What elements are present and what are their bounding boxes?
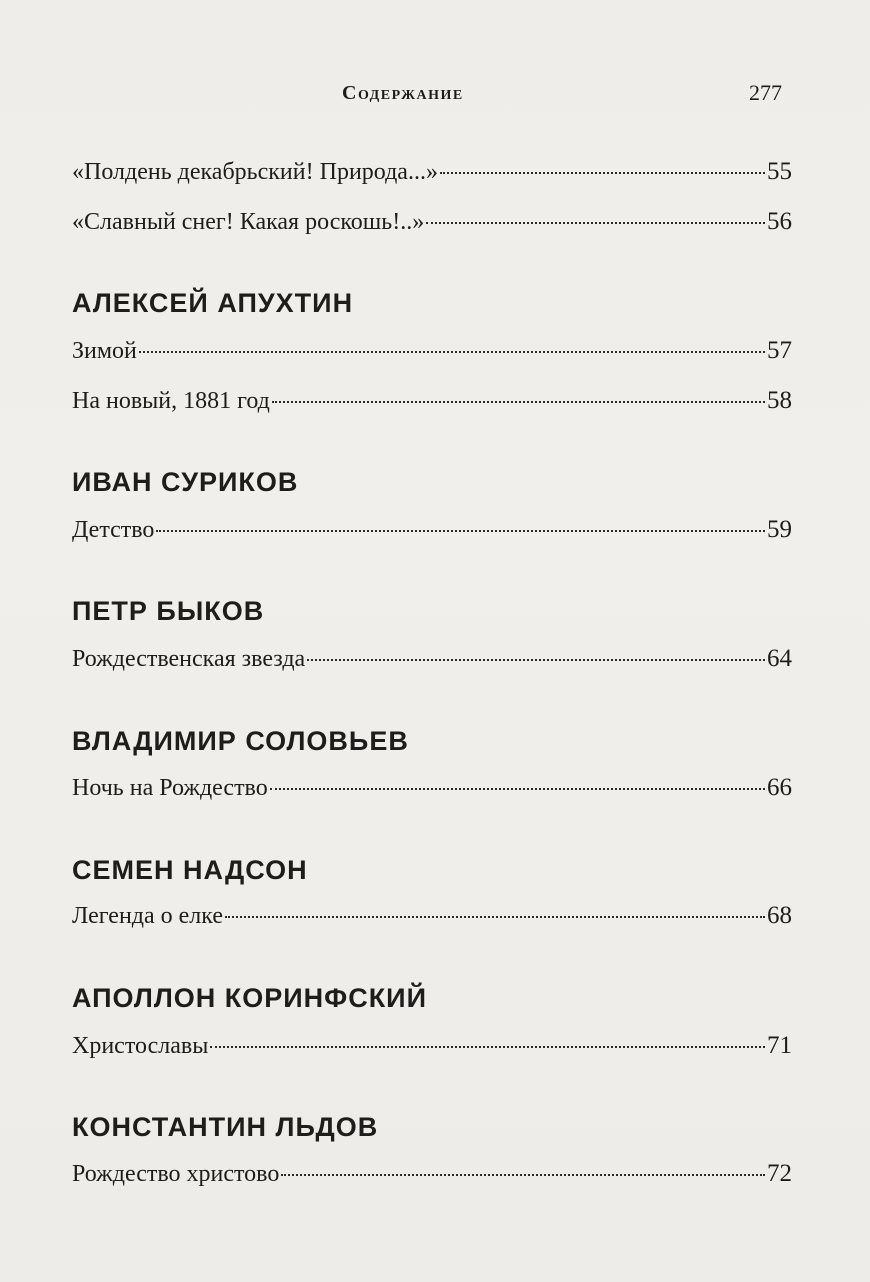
dot-leader [426, 222, 765, 224]
toc-entry [72, 387, 792, 427]
dot-leader [210, 1046, 765, 1048]
toc-entry [72, 1160, 792, 1200]
toc-entry [72, 158, 792, 198]
toc-entry-page: 64 [767, 645, 792, 672]
running-header-title: Содержание [342, 82, 464, 104]
author-heading: АЛЕКСЕЙ АПУХТИН [72, 288, 354, 318]
toc-entry-title: Детство [72, 517, 155, 543]
toc-entry-page: 72 [767, 1160, 792, 1187]
toc-entry [72, 208, 792, 248]
toc-entry-title: Рождество христово [72, 1161, 280, 1187]
dot-leader [272, 401, 765, 403]
dot-leader [225, 916, 765, 918]
author-heading: СЕМЕН НАДСОН [72, 855, 308, 885]
toc-entry-title: Христославы [72, 1033, 209, 1059]
toc-entry-title: Ночь на Рождество [72, 775, 268, 801]
toc-entry [72, 1032, 792, 1072]
author-heading: ВЛАДИМИР СОЛОВЬЕВ [72, 726, 409, 756]
toc-entry [72, 774, 792, 814]
toc-entry-page: 57 [767, 337, 792, 364]
toc-entry-title: На новый, 1881 год [72, 388, 270, 414]
dot-leader [270, 788, 765, 790]
dot-leader [307, 659, 765, 661]
toc-entry-page: 66 [767, 774, 792, 801]
running-header [0, 82, 870, 112]
dot-leader [156, 530, 765, 532]
dot-leader [281, 1174, 765, 1176]
toc-entry-page: 68 [767, 902, 792, 929]
toc-entry [72, 337, 792, 377]
dot-leader [440, 172, 765, 174]
toc-entry [72, 645, 792, 685]
toc-entry-page: 59 [767, 516, 792, 543]
toc-entry-page: 71 [767, 1032, 792, 1059]
toc-entry-page: 56 [767, 208, 792, 235]
toc-entry-title: Зимой [72, 338, 137, 364]
toc-entry-title: «Славный снег! Какая роскошь!..» [72, 209, 425, 235]
author-heading: ПЕТР БЫКОВ [72, 596, 265, 626]
toc-entry [72, 516, 792, 556]
toc-entry [72, 902, 792, 942]
page-number: 277 [749, 80, 782, 105]
toc-entry-page: 58 [767, 387, 792, 414]
author-heading: КОНСТАНТИН ЛЬДОВ [72, 1112, 379, 1142]
toc-entry-title: «Полдень декабрьский! Природа...» [72, 159, 438, 185]
toc-entry-title: Рождественская звезда [72, 646, 306, 672]
dot-leader [139, 351, 765, 353]
toc-entry-title: Легенда о елке [72, 903, 223, 929]
author-heading: АПОЛЛОН КОРИНФСКИЙ [72, 983, 427, 1013]
author-heading: ИВАН СУРИКОВ [72, 467, 299, 497]
toc-entry-page: 55 [767, 158, 792, 185]
